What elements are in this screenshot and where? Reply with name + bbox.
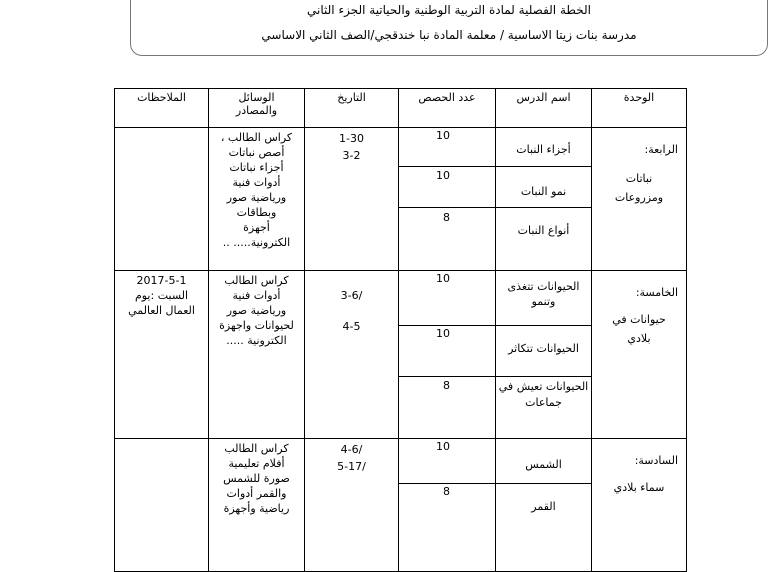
periods-cell bbox=[399, 271, 496, 326]
resource-line: أصص نباتات bbox=[228, 146, 285, 159]
date-cell bbox=[305, 128, 399, 271]
col-header-unit: الوحدة bbox=[592, 89, 687, 128]
unit-label: الخامسة: bbox=[635, 286, 678, 299]
lesson-cell bbox=[496, 325, 592, 376]
resources-header-line1: الوسائل bbox=[238, 91, 275, 104]
periods-cell bbox=[399, 128, 496, 167]
resource-line: صورة للشمس bbox=[223, 472, 290, 485]
header-box bbox=[130, 0, 768, 56]
resource-line: وبطاقات bbox=[236, 206, 277, 219]
date-line2: 4-5 bbox=[342, 320, 361, 333]
lesson-cell bbox=[496, 271, 592, 326]
lesson-cell bbox=[496, 439, 592, 484]
plan-title: الخطة الفصلية لمادة التربية الوطنية والحياتية الجزء الثاني bbox=[307, 3, 591, 17]
note-line: السبت :يوم bbox=[134, 289, 189, 302]
date-cell bbox=[305, 271, 399, 439]
note-line: العمال العالمي bbox=[128, 304, 195, 317]
resources-header-line2: والمصادر bbox=[235, 104, 278, 117]
periods-value: 8 bbox=[443, 484, 450, 498]
periods-value: 10 bbox=[436, 326, 450, 340]
resource-line: أدوات فنية bbox=[232, 176, 281, 189]
resource-line: أجهزة bbox=[243, 221, 270, 234]
date-cell bbox=[305, 439, 399, 572]
lesson-cell bbox=[496, 376, 592, 438]
unit-name-line1: نباتات bbox=[625, 172, 653, 185]
table-row bbox=[115, 128, 687, 167]
resource-line: والقمر أدوات bbox=[226, 487, 287, 500]
periods-value: 8 bbox=[443, 210, 450, 224]
resource-line: أفلام تعليمية bbox=[228, 457, 285, 470]
unit-name-line1: سماء بلادي bbox=[613, 481, 665, 494]
resource-line: أجزاء نباتات bbox=[229, 161, 284, 174]
col-header-lesson: اسم الدرس bbox=[496, 89, 592, 128]
col-header-notes: الملاحظات bbox=[115, 89, 209, 128]
lesson-name: الحيوانات تتغذى وتنمو bbox=[507, 280, 580, 308]
resource-line: كراس الطالب bbox=[224, 442, 289, 455]
periods-value: 10 bbox=[436, 168, 450, 182]
lesson-name: الشمس bbox=[525, 458, 562, 471]
resources-cell bbox=[209, 128, 305, 271]
resource-line: لحيوانات واجهزة bbox=[219, 319, 294, 332]
lesson-name: القمر bbox=[531, 499, 556, 513]
periods-cell bbox=[399, 483, 496, 571]
lesson-name: أجزاء النبات bbox=[516, 143, 571, 156]
periods-cell bbox=[399, 207, 496, 270]
notes-cell bbox=[115, 439, 209, 572]
note-line: 2017-5-1 bbox=[136, 274, 187, 287]
periods-value: 10 bbox=[436, 440, 450, 453]
unit-label: السادسة: bbox=[634, 454, 678, 467]
unit-name-line2: بلادي bbox=[627, 332, 651, 345]
periods-cell bbox=[399, 439, 496, 484]
date-line1: 1-30 bbox=[339, 132, 364, 145]
plan-subtitle: مدرسة بنات زيتا الاساسية / معلمة المادة نبا خندقجي/الصف الثاني الاساسي bbox=[261, 28, 637, 42]
date-line2: 3-2 bbox=[342, 149, 361, 162]
lesson-name: أنواع النبات bbox=[517, 223, 570, 237]
lesson-cell bbox=[496, 166, 592, 207]
date-line1: /4-6 bbox=[340, 443, 363, 456]
resource-line: ورياضية صور bbox=[226, 304, 287, 317]
table-row bbox=[115, 439, 687, 484]
periods-cell bbox=[399, 325, 496, 376]
unit-name-line1: حيوانات في bbox=[612, 313, 666, 326]
unit-cell bbox=[592, 271, 687, 439]
notes-cell bbox=[115, 271, 209, 439]
resource-line: أدوات فنية bbox=[232, 289, 281, 302]
resource-line: كراس الطالب ، bbox=[220, 131, 293, 144]
periods-value: 10 bbox=[436, 129, 450, 142]
resources-cell bbox=[209, 271, 305, 439]
date-line1: /3-6 bbox=[340, 289, 363, 302]
col-header-periods: عدد الحصص bbox=[399, 89, 496, 128]
lesson-cell bbox=[496, 483, 592, 571]
periods-cell bbox=[399, 376, 496, 438]
lesson-cell bbox=[496, 128, 592, 167]
lesson-cell bbox=[496, 207, 592, 270]
resources-cell bbox=[209, 439, 305, 572]
table-header-row bbox=[115, 89, 687, 128]
resource-line: ورياضية صور bbox=[226, 191, 287, 204]
resource-line: رياضية وأجهزة bbox=[223, 502, 290, 515]
unit-label: الرابعة: bbox=[644, 143, 678, 156]
notes-cell bbox=[115, 128, 209, 271]
resource-line: الكترونية..... .. bbox=[222, 236, 291, 249]
col-header-resources bbox=[209, 89, 305, 128]
resource-line: الكترونية ..... bbox=[226, 334, 287, 347]
periods-value: 10 bbox=[436, 272, 450, 285]
unit-name-line2: ومزروعات bbox=[614, 191, 664, 204]
periods-value: 8 bbox=[443, 378, 450, 392]
periods-cell bbox=[399, 166, 496, 207]
plan-table bbox=[114, 88, 687, 572]
col-header-date: التاريخ bbox=[305, 89, 399, 128]
lesson-name: نمو النبات bbox=[520, 184, 567, 198]
lesson-name: الحيوانات تتكاثر bbox=[508, 341, 579, 355]
table-row bbox=[115, 271, 687, 326]
unit-cell bbox=[592, 439, 687, 572]
date-line2: /5-17 bbox=[337, 460, 366, 473]
resource-line: كراس الطالب bbox=[224, 274, 289, 287]
lesson-name: الحيوانات تعيش في جماعات bbox=[498, 379, 589, 409]
unit-cell bbox=[592, 128, 687, 271]
